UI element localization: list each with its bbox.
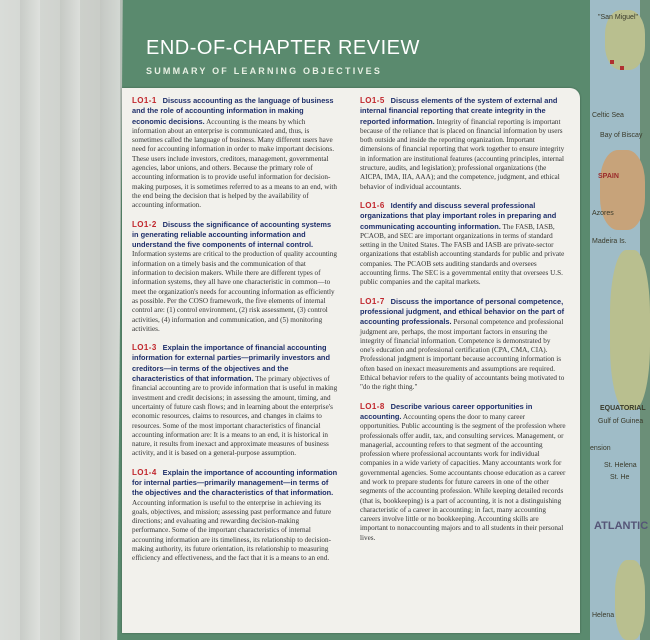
left-column [132,96,338,573]
right-column [360,96,566,552]
map-label: Madeira Is. [592,238,627,245]
learning-objective [360,297,566,393]
objective-heading: Discuss accounting as the language of business and the role of accounting information in making economic decisions. [132,96,334,126]
objective-body: The primary objectives of financial accounting are to provide information that is useful in making investment and credit decisions; in assessing the amount, timing, and uncertainty of future cash flows; and in learning about the enterprise's economic resources, claims to resources, and changes in claims to resources. Some of the most important characteristics of financial accounting information are: It is a means to an end, it is historical in nature, it results from inexact and approximate measures of business activity, and it is based on a general-purpose assumption. [132,375,338,458]
objective-heading: Discuss the importance of personal competence, professional judgment, and ethical behavior on the part of accounting professionals. [360,296,565,327]
summary-card [122,88,580,633]
map-label: Helena [592,612,615,619]
objective-body: Accounting information is useful to the enterprise in achieving its goals, objectives, and mission; assessing past performance and future directions; and evaluating and rewarding decision-making performance. Some of the important characteristics of internal accounting information are its timeliness, its relationship to decision-making authority, its future orientation, its relationship to measuring efficiency and effectiveness, and the fact that it is a means to an end. [132,498,332,563]
objective-code: LO1-1 [132,96,157,105]
map-label: ension [590,445,611,452]
chapter-header [146,37,586,76]
objective-body: The FASB, IASB, PCAOB, and SEC are important organizations in terms of standard setting in the United States. The FASB and IASB are private-sector organizations that establish accounting standards for public and private companies. The PCAOB sets auditing standards and oversees accounting firms. The SEC is a governmental entity that oversees U.S. public companies and the capital markets. [360,222,565,287]
learning-objective [360,96,566,192]
objective-code: LO1-5 [360,96,385,105]
objective-code: LO1-6 [360,200,385,210]
objective-body: Accounting opens the door to many career opportunities. Public accounting is the segment of the profession where professionals offer audit, tax, and consulting services. Management, or managerial, accounting refers to that segment of the accounting profession where professional accountants work for individual companies in a wide variety of capacities. Many accountants work for governmental agencies. Some accountants choose education as a career and work to prepare students for future careers in one of the other segments of the accounting profession. While keeping detailed records (that is, bookkeeping) is a part of accounting, it is not a distinguishing characteristic of a career in accounting; in fact, many accounting careers involve little or no bookkeeping. Accounting skills are important to nonaccounting majors and to all students in their personal lives. [360,412,566,542]
map-marker [610,60,614,64]
map-label: EQUATORIAL [600,405,646,412]
learning-objective [132,96,338,211]
map-label: Bay of Biscay [600,132,643,139]
objective-heading: Discuss the significance of accounting systems in generating reliable accounting information and understand the five components of internal control. [132,219,332,250]
learning-objective [360,201,566,288]
objective-code: LO1-2 [132,219,157,229]
objective-heading: Identify and discuss several professional organizations that play important roles in preparing and communicating accounting information. [360,200,557,231]
page-title: END-OF-CHAPTER REVIEW [146,37,420,59]
land-mass [615,560,645,640]
objective-heading: Explain the importance of accounting information for internal parties—primarily management—in terms of the objectives and the characteristics of that information. [132,467,338,498]
learning-objective [132,343,338,459]
objective-body: Personal competence and professional judgment are, perhaps, the most important factors in ensuring the integrity of financial information. Competence is demonstrated by one's education and professional certification (CPA, CMA, CIA). Professional judgment is important because accounting information is often based on inexact measurements and assumptions are required. Ethical behavior refers to the quality of accountants being motivated to "do the right thing." [360,318,565,392]
world-map-strip [590,0,649,640]
objective-code: LO1-7 [360,296,385,306]
map-label: Gulf of Guinea [598,418,644,425]
land-mass [610,250,650,410]
objective-heading: Describe various career opportunities in accounting. [360,401,533,421]
map-marker [620,66,624,70]
land-mass [600,150,645,230]
objective-heading: Explain the importance of financial accounting information for external parties—primarily investors and creditors—in terms of the objectives and the characteristics of that information. [132,343,330,384]
map-label: "San Miguel" [598,14,638,21]
objective-body: Information systems are critical to the production of quality accounting information on a timely basis and the communication of that information to decision makers. While there are different types of information systems, they all have one characteristic in common—to meet the organization's needs for accounting information as efficiently as possible. Per the COSO framework, the five elements of internal control are: (1) control environment, (2) risk assessment, (3) control activities, (4) information and communication, and (5) monitoring activities. [132,250,337,333]
objective-code: LO1-4 [132,467,157,477]
objective-code: LO1-8 [360,401,385,411]
page-leaf [60,0,80,640]
objective-body: Integrity of financial reporting is important because of the reliance that is placed on financial information by users both outside and inside the reporting organization. Important dimensions of financial reporting that work together to ensure integrity in information are institutional features (accounting principles, internal structure, audits, and legislation); professional organizations (the AICPA, IMA, IIA, AAA); and the competence, judgment, and ethical behavior of individual accountants. [360,117,565,191]
learning-objective [132,468,338,564]
map-label: Azores [592,210,614,217]
page-leaf [20,0,40,640]
map-label: St. Helena [604,462,637,469]
objective-body: Accounting is the means by which information about an enterprise is communicated and, thus, is sometimes called the language of business. Many different users have need for accounting information in order to make important decisions. These users include investors, creditors, management, governmental agencies, labor unions, and others. Because the primary role of accounting information is to provide useful information for decision-making purposes, it is sometimes referred to as a means to an end, with the end being the decision that is helped by the availability of accounting information. [132,117,337,210]
learning-objective [132,220,338,335]
map-label: St. He [610,474,630,481]
page-leaf [100,0,120,640]
map-label: Celtic Sea [592,112,624,119]
objective-code: LO1-3 [132,343,157,353]
objective-heading: Discuss elements of the system of external and internal financial reporting that create integrity in the reported information. [360,96,558,126]
learning-objective [360,402,566,543]
section-subtitle: SUMMARY OF LEARNING OBJECTIVES [146,66,383,76]
map-label: ATLANTIC [594,520,649,532]
map-label: SPAIN [598,173,619,180]
